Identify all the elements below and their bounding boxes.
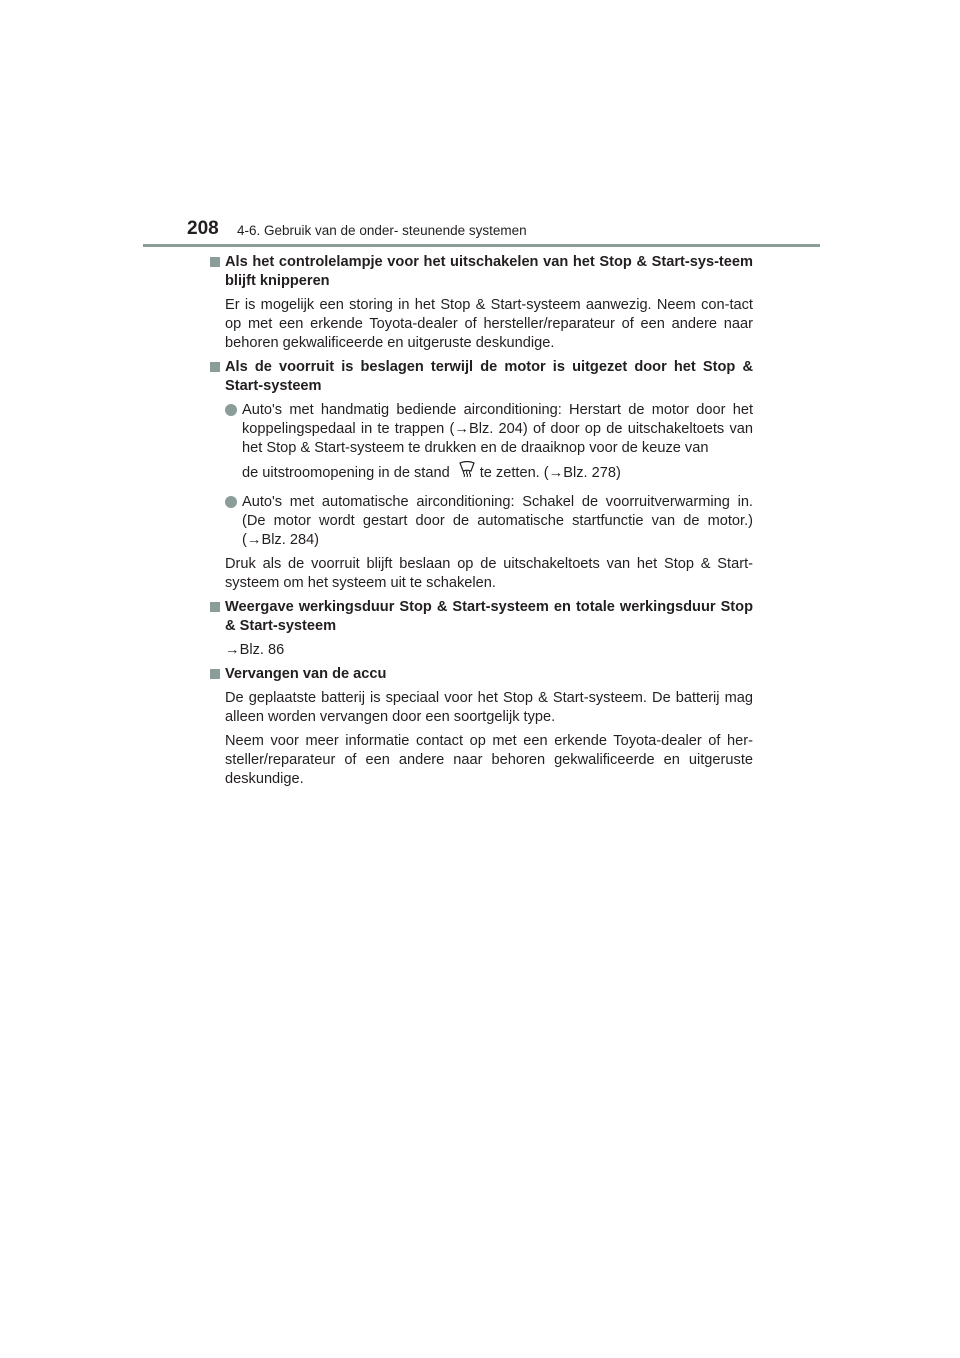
page-content [209,253,753,794]
section-paragraph: Druk als de voorruit blijft beslaan op de uitschakeltoets van het Stop & Start-systeem om het systeem uit te schakelen. [225,556,753,592]
list-item [225,401,753,488]
section-paragraph: De geplaatste batterij is speciaal voor het Stop & Start-systeem. De batterij mag alleen worden vervangen door een soortgelijk type. [225,690,753,726]
round-bullet-icon [225,404,237,416]
section-paragraph: Er is mogelijk een storing in het Stop & Start-systeem aanwezig. Neem con-tact op met een erkende Toyota-dealer of hersteller/reparateur of een andere naar behoren gekwalificeerde en uitgeruste deskundige. [225,297,753,351]
section-title: Als de voorruit is beslagen terwijl de motor is uitgezet door het Stop & Start-systeem [225,359,753,394]
header-divider [143,244,820,247]
section-indicator-blinking [209,253,753,353]
square-bullet-icon [210,669,220,679]
bullet-text-continued [242,458,621,488]
bullet-text: Auto's met handmatig bediende airconditioning: Herstart de motor door het koppelingspedaal in te trappen (→Blz. 204) of door op de uitschakeltoets van het Stop & Start-systeem te drukken en de draaiknop voor de keuze van [242,402,753,456]
chapter-title: 4-6. Gebruik van de onder- steunende systemen [237,223,527,238]
section-title: Als het controlelampje voor het uitschakelen van het Stop & Start-sys-teem blijft knipperen [225,254,753,289]
square-bullet-icon [210,602,220,612]
windshield-defroster-icon [458,458,476,488]
section-battery-replacement [209,665,753,789]
section-windshield-fogged [209,358,753,593]
page-header [143,215,820,247]
square-bullet-icon [210,257,220,267]
square-bullet-icon [210,362,220,372]
section-paragraph: Neem voor meer informatie contact op met een erkende Toyota-dealer of her-steller/reparateur of een andere naar behoren gekwalificeerde en uitgeruste deskundige. [225,733,753,788]
page-number: 208 [187,218,219,239]
section-display-duration [209,598,753,660]
section-title: Vervangen van de accu [225,666,387,683]
bullet-text-part: te zetten. (→Blz. 278) [479,465,621,481]
bullet-text: Auto's met automatische airconditioning: Schakel de voorruitverwarming in. (De motor wordt gestart door de automatische startfunctie van de motor.) (→Blz. 284) [242,494,753,549]
section-title: Weergave werkingsduur Stop & Start-systeem en totale werkingsduur Stop & Start-systeem [225,599,753,635]
round-bullet-icon [225,496,237,508]
bullet-text-part: de uitstroomopening in de stand [242,465,450,481]
list-item [225,493,753,550]
page-reference-link: →Blz. 86 [225,642,285,659]
